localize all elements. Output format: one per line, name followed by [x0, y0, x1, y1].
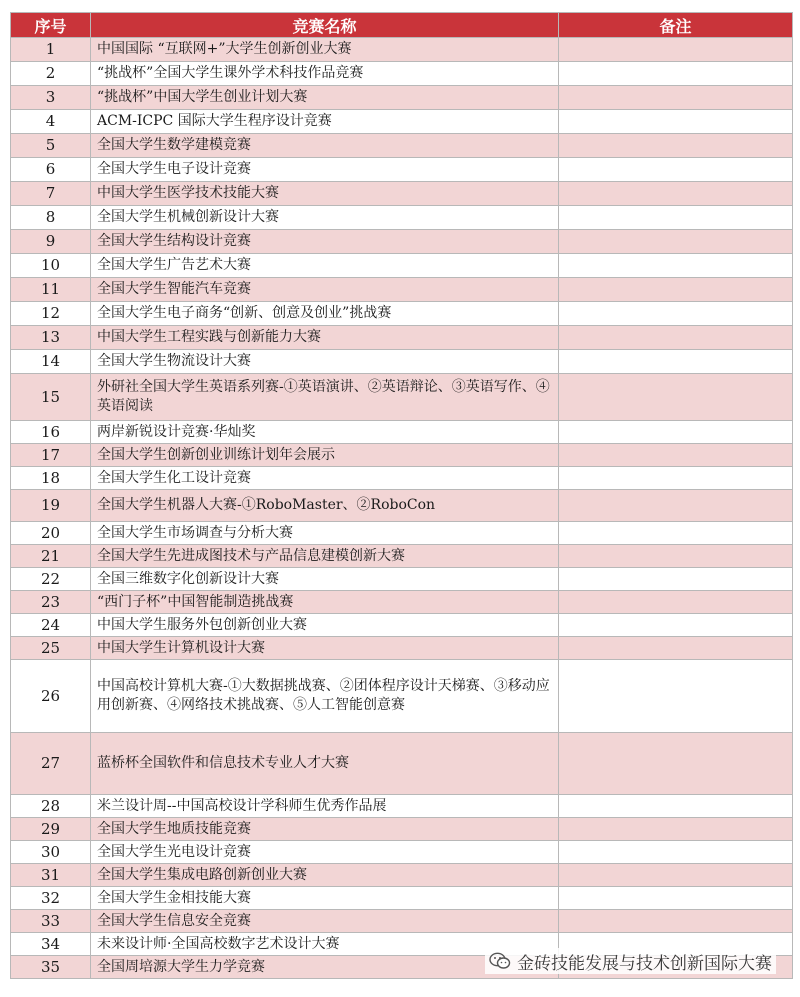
- competition-name: 全国大学生化工设计竞赛: [91, 467, 559, 490]
- row-note: [559, 795, 793, 818]
- row-number: 1: [11, 38, 91, 62]
- competition-name: 未来设计师·全国高校数字艺术设计大赛: [91, 933, 559, 956]
- row-note: [559, 158, 793, 182]
- row-number: 29: [11, 818, 91, 841]
- row-number: 32: [11, 887, 91, 910]
- competition-name: “挑战杯”全国大学生课外学术科技作品竞赛: [91, 62, 559, 86]
- table-row: [11, 614, 793, 637]
- row-note: [559, 182, 793, 206]
- row-number: 14: [11, 350, 91, 374]
- table-row: [11, 490, 793, 522]
- row-note: [559, 421, 793, 444]
- wechat-icon: [489, 952, 511, 970]
- row-note: [559, 110, 793, 134]
- table-row: [11, 421, 793, 444]
- competition-name: 蓝桥杯全国软件和信息技术专业人才大赛: [91, 733, 559, 795]
- row-note: [559, 134, 793, 158]
- row-number: 2: [11, 62, 91, 86]
- row-note: [559, 910, 793, 933]
- row-note: [559, 326, 793, 350]
- header-no: 序号: [11, 13, 91, 38]
- row-number: 4: [11, 110, 91, 134]
- row-note: [559, 374, 793, 421]
- row-number: 9: [11, 230, 91, 254]
- row-note: [559, 637, 793, 660]
- table-row: [11, 110, 793, 134]
- competition-name: 中国大学生医学技术技能大赛: [91, 182, 559, 206]
- competition-name: 中国大学生工程实践与创新能力大赛: [91, 326, 559, 350]
- row-number: 23: [11, 591, 91, 614]
- competition-name: 米兰设计周--中国高校设计学科师生优秀作品展: [91, 795, 559, 818]
- header-name: 竞赛名称: [91, 13, 559, 38]
- row-number: 16: [11, 421, 91, 444]
- competition-name: 全国大学生地质技能竞赛: [91, 818, 559, 841]
- row-note: [559, 818, 793, 841]
- table-row: [11, 254, 793, 278]
- table-row: [11, 182, 793, 206]
- row-note: [559, 254, 793, 278]
- table-row: [11, 302, 793, 326]
- table-row: [11, 733, 793, 795]
- competition-name: 全国大学生电子商务“创新、创意及创业”挑战赛: [91, 302, 559, 326]
- row-number: 5: [11, 134, 91, 158]
- row-note: [559, 733, 793, 795]
- row-number: 11: [11, 278, 91, 302]
- competition-name: 全国大学生机械创新设计大赛: [91, 206, 559, 230]
- row-note: [559, 568, 793, 591]
- table-row: [11, 206, 793, 230]
- row-number: 26: [11, 660, 91, 733]
- competition-name: 中国大学生计算机设计大赛: [91, 637, 559, 660]
- competition-name: 全国大学生智能汽车竞赛: [91, 278, 559, 302]
- row-number: 34: [11, 933, 91, 956]
- competition-name: 中国国际 “互联网+”大学生创新创业大赛: [91, 38, 559, 62]
- row-number: 25: [11, 637, 91, 660]
- table-row: [11, 818, 793, 841]
- table-row: [11, 62, 793, 86]
- row-number: 33: [11, 910, 91, 933]
- row-note: [559, 230, 793, 254]
- table-row: [11, 637, 793, 660]
- row-number: 8: [11, 206, 91, 230]
- row-number: 27: [11, 733, 91, 795]
- row-note: [559, 591, 793, 614]
- competition-name: ACM-ICPC 国际大学生程序设计竞赛: [91, 110, 559, 134]
- competition-name: 全国大学生先进成图技术与产品信息建模创新大赛: [91, 545, 559, 568]
- table-body: [11, 38, 793, 979]
- table-row: [11, 374, 793, 421]
- row-number: 21: [11, 545, 91, 568]
- row-note: [559, 350, 793, 374]
- competition-name: 全国大学生机器人大赛-①RoboMaster、②RoboCon: [91, 490, 559, 522]
- competition-name: 全国大学生市场调查与分析大赛: [91, 522, 559, 545]
- table-row: [11, 887, 793, 910]
- row-note: [559, 467, 793, 490]
- row-number: 15: [11, 374, 91, 421]
- row-number: 12: [11, 302, 91, 326]
- row-number: 20: [11, 522, 91, 545]
- row-note: [559, 887, 793, 910]
- row-number: 19: [11, 490, 91, 522]
- table-row: [11, 278, 793, 302]
- competition-name: 全国大学生光电设计竞赛: [91, 841, 559, 864]
- table-row: [11, 841, 793, 864]
- row-note: [559, 86, 793, 110]
- competition-name: 全国大学生创新创业训练计划年会展示: [91, 444, 559, 467]
- competition-name: 两岸新锐设计竞赛·华灿奖: [91, 421, 559, 444]
- row-number: 6: [11, 158, 91, 182]
- row-note: [559, 614, 793, 637]
- competition-table: [10, 12, 793, 979]
- watermark: [485, 948, 776, 974]
- row-note: [559, 522, 793, 545]
- row-number: 10: [11, 254, 91, 278]
- table-row: [11, 660, 793, 733]
- row-number: 3: [11, 86, 91, 110]
- row-number: 28: [11, 795, 91, 818]
- row-note: [559, 841, 793, 864]
- row-number: 13: [11, 326, 91, 350]
- table-row: [11, 230, 793, 254]
- table-row: [11, 467, 793, 490]
- competition-name: 中国高校计算机大赛-①大数据挑战赛、②团体程序设计天梯赛、③移动应用创新赛、④网络技术挑战赛、⑤人工智能创意赛: [91, 660, 559, 733]
- table-row: [11, 158, 793, 182]
- competition-name: 外研社全国大学生英语系列赛-①英语演讲、②英语辩论、③英语写作、④英语阅读: [91, 374, 559, 421]
- table-row: [11, 864, 793, 887]
- table-row: [11, 545, 793, 568]
- row-number: 30: [11, 841, 91, 864]
- competition-name: 全国大学生数学建模竞赛: [91, 134, 559, 158]
- competition-name: 全国大学生金相技能大赛: [91, 887, 559, 910]
- table-row: [11, 910, 793, 933]
- table-row: [11, 522, 793, 545]
- competition-name: 全国三维数字化创新设计大赛: [91, 568, 559, 591]
- row-note: [559, 278, 793, 302]
- competition-name: “西门子杯”中国智能制造挑战赛: [91, 591, 559, 614]
- header-note: 备注: [559, 13, 793, 38]
- table-header-row: [11, 13, 793, 38]
- row-number: 17: [11, 444, 91, 467]
- competition-name: 全国大学生结构设计竞赛: [91, 230, 559, 254]
- table-row: [11, 444, 793, 467]
- competition-name: 全国大学生电子设计竞赛: [91, 158, 559, 182]
- row-number: 22: [11, 568, 91, 591]
- row-note: [559, 660, 793, 733]
- watermark-text: 金砖技能发展与技术创新国际大赛: [517, 953, 772, 974]
- competition-name: 全国大学生集成电路创新创业大赛: [91, 864, 559, 887]
- table-row: [11, 38, 793, 62]
- competition-name: 中国大学生服务外包创新创业大赛: [91, 614, 559, 637]
- row-number: 35: [11, 956, 91, 979]
- row-number: 7: [11, 182, 91, 206]
- competition-name: “挑战杯”中国大学生创业计划大赛: [91, 86, 559, 110]
- row-note: [559, 864, 793, 887]
- table-row: [11, 86, 793, 110]
- table-row: [11, 568, 793, 591]
- competition-name: 全国大学生物流设计大赛: [91, 350, 559, 374]
- row-note: [559, 444, 793, 467]
- table-row: [11, 350, 793, 374]
- table-row: [11, 591, 793, 614]
- table-row: [11, 795, 793, 818]
- competition-name: 全国大学生信息安全竞赛: [91, 910, 559, 933]
- row-note: [559, 206, 793, 230]
- row-note: [559, 545, 793, 568]
- row-note: [559, 302, 793, 326]
- row-note: [559, 490, 793, 522]
- row-note: [559, 38, 793, 62]
- row-number: 24: [11, 614, 91, 637]
- row-number: 18: [11, 467, 91, 490]
- table-row: [11, 134, 793, 158]
- table-row: [11, 326, 793, 350]
- competition-name: 全国大学生广告艺术大赛: [91, 254, 559, 278]
- competition-name: 全国周培源大学生力学竞赛: [91, 956, 559, 979]
- row-note: [559, 62, 793, 86]
- row-number: 31: [11, 864, 91, 887]
